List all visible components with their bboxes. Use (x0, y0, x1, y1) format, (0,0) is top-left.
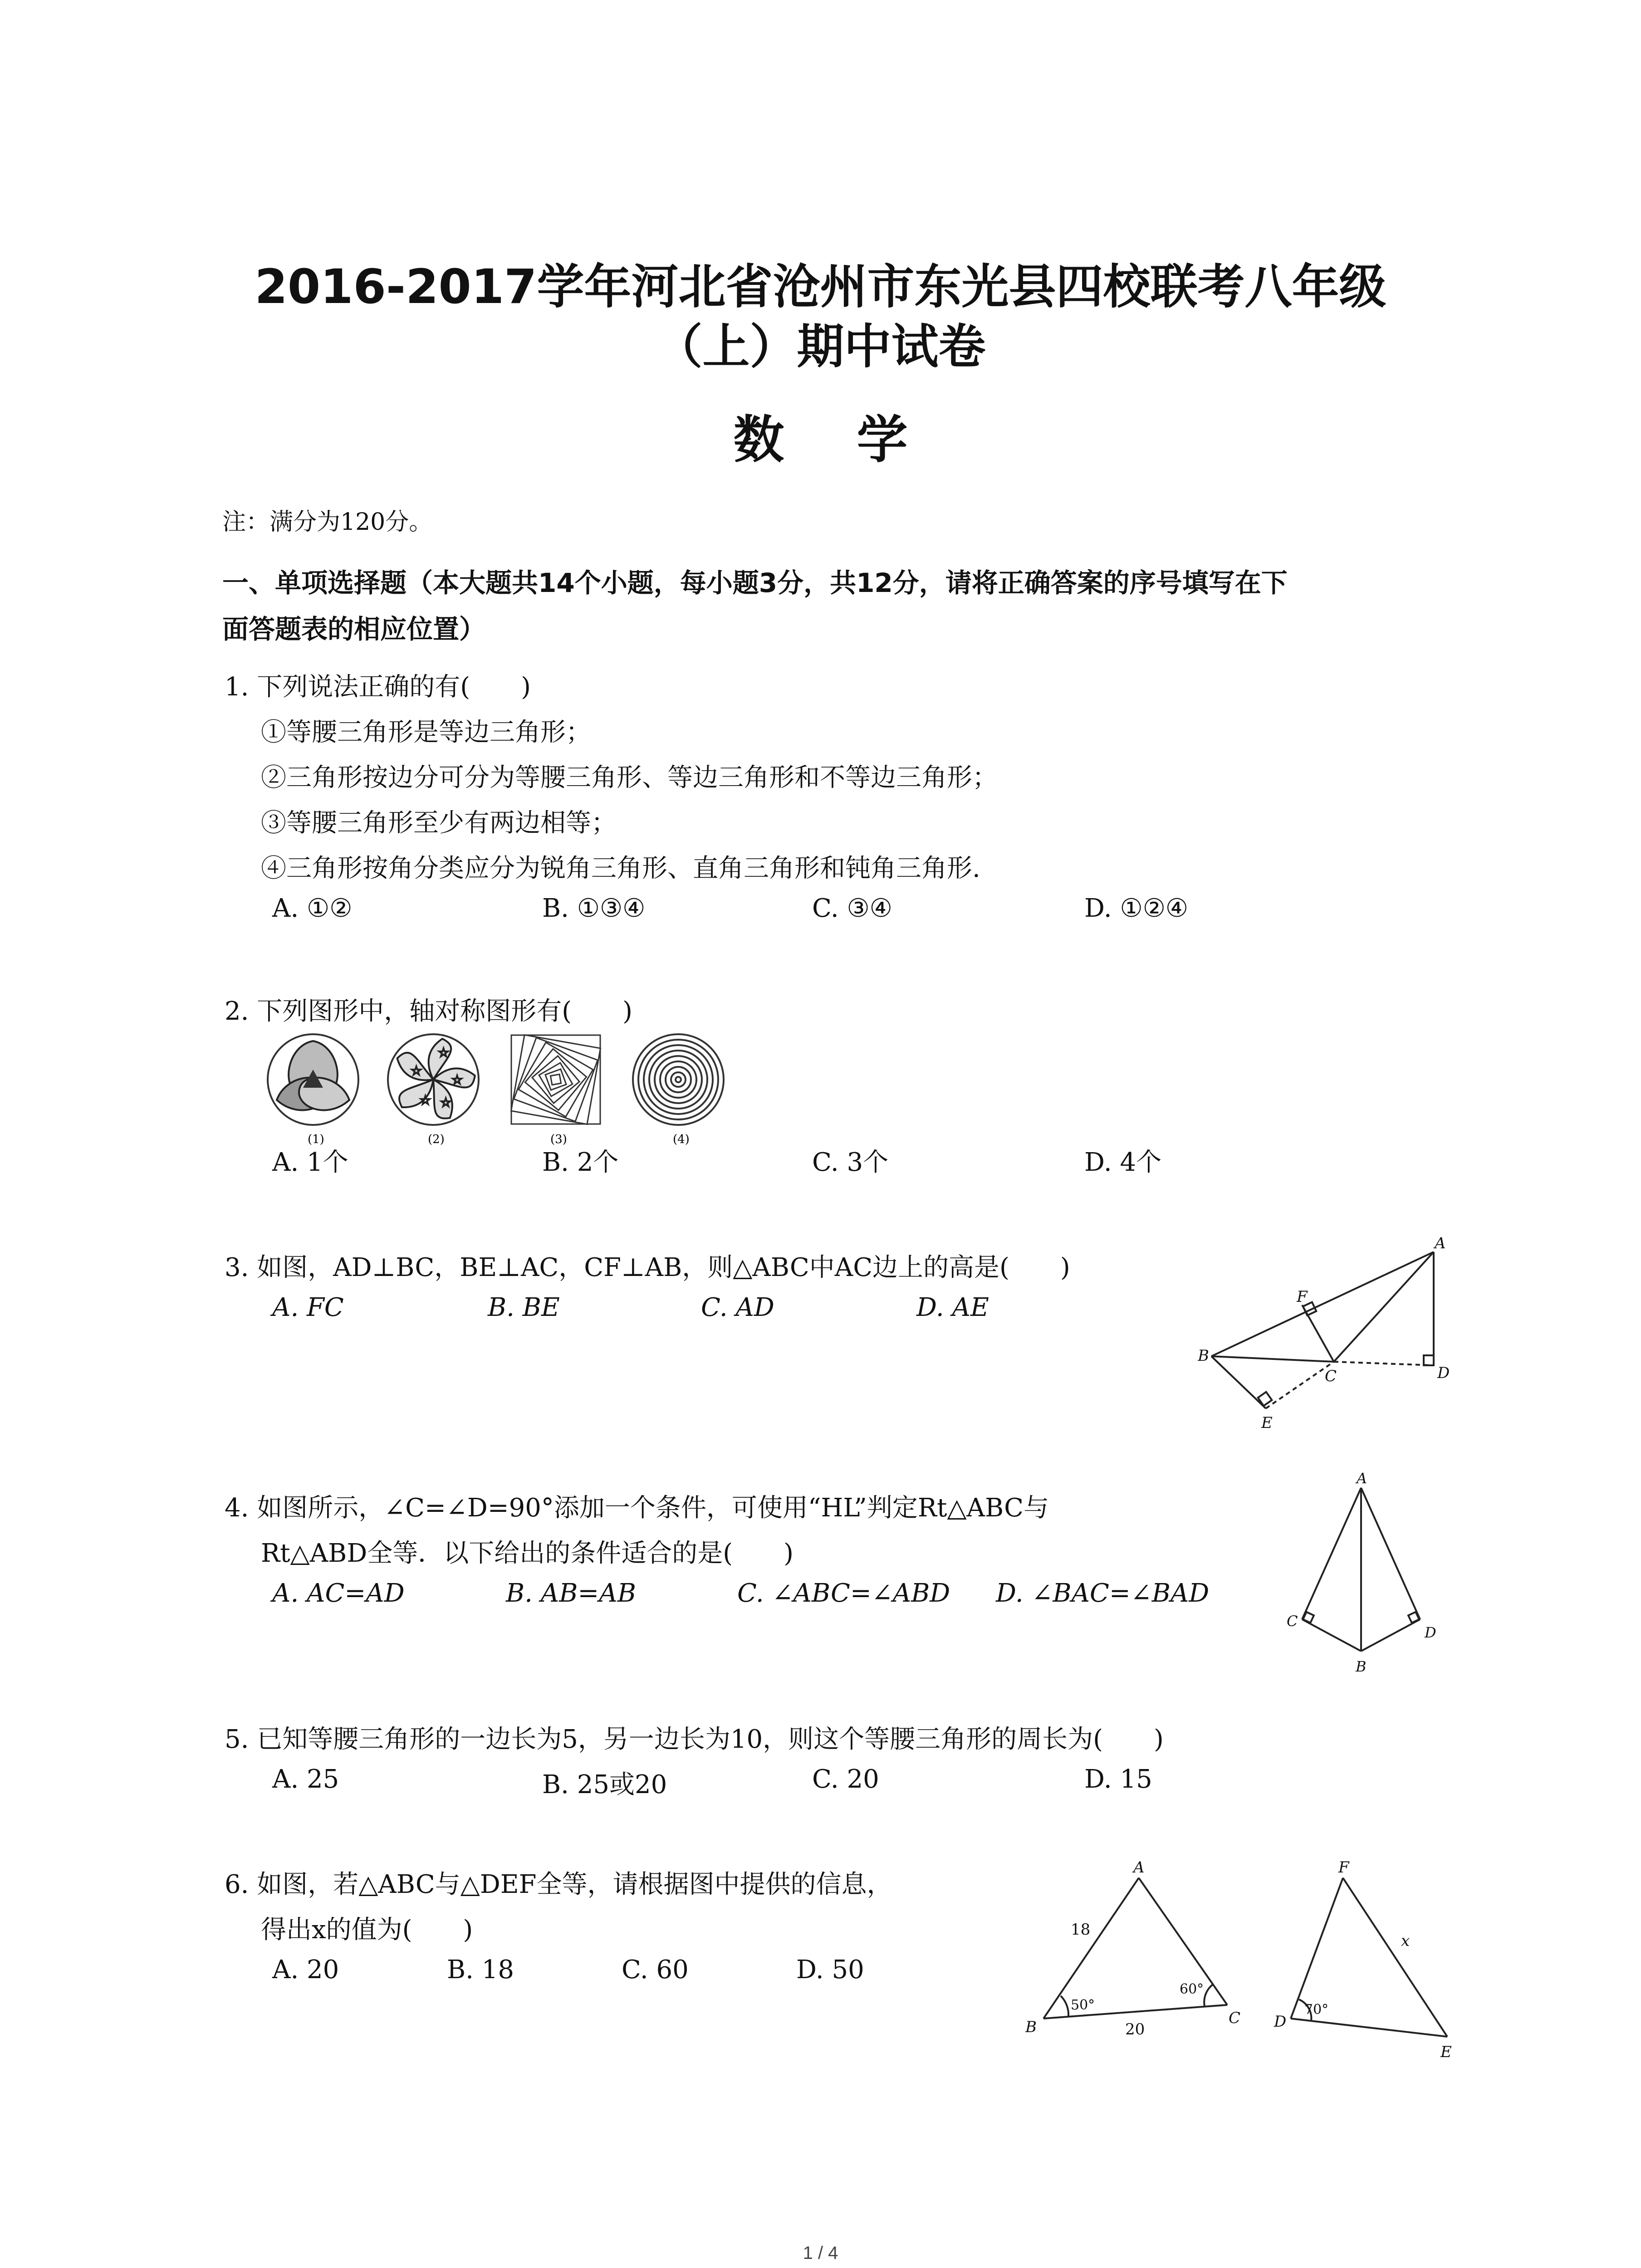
q4-stem-line2: Rt△ABD全等．以下给出的条件适合的是( ) (261, 1539, 794, 1568)
q3-stem: 3. 如图，AD⊥BC，BE⊥AC，CF⊥AB，则△ABC中AC边上的高是( ) (225, 1253, 1070, 1282)
q2-figure-1-trefoil (268, 1034, 358, 1125)
q3-label-b: B (1198, 1347, 1209, 1365)
q1-statement-4: ④三角形按角分类应分为锐角三角形、直角三角形和钝角三角形. (261, 854, 980, 883)
q3-label-e: E (1261, 1414, 1273, 1432)
q4-option-a[interactable]: A. AC=AD (272, 1579, 405, 1608)
q2-stem: 2. 下列图形中，轴对称图形有( ) (225, 997, 632, 1026)
q5-option-a[interactable]: A. 25 (272, 1765, 339, 1794)
q3-label-a: A (1435, 1234, 1446, 1252)
svg-text:☆: ☆ (420, 1093, 431, 1108)
q1-statement-2: ②三角形按边分可分为等腰三角形、等边三角形和不等边三角形； (261, 763, 998, 792)
page-number: 1 / 4 (803, 2243, 838, 2263)
q6-option-d[interactable]: D. 50 (796, 1955, 864, 1984)
q5-option-d[interactable]: D. 15 (1084, 1765, 1152, 1794)
q6-label-a: A (1133, 1858, 1145, 1877)
q3-option-b[interactable]: B. BE (488, 1293, 560, 1322)
q2-fig-label-3: (3) (550, 1133, 567, 1146)
q6-figure (1025, 1855, 1461, 2064)
q2-figures (263, 1030, 740, 1148)
q4-label-a: A (1357, 1470, 1367, 1487)
q6-label-f: F (1338, 1858, 1349, 1877)
q2-fig-label-2: (2) (428, 1133, 445, 1146)
q3-option-a[interactable]: A. FC (272, 1293, 344, 1322)
q2-option-b[interactable]: B. 2个 (542, 1148, 619, 1177)
q2-figure-2-flower (388, 1034, 479, 1125)
q1-option-a[interactable]: A. ①② (272, 894, 353, 923)
q5-option-b[interactable]: B. 25或20 (542, 1770, 667, 1799)
q6-label-d: D (1274, 2013, 1287, 2031)
q2-fig-label-1: (1) (308, 1133, 324, 1146)
q6-label-c: C (1229, 2009, 1241, 2027)
q1-stem: 1. 下列说法正确的有( ) (225, 672, 531, 702)
q6-label-angle-d: 70° (1304, 2002, 1329, 2018)
q6-label-x: x (1401, 1932, 1410, 1950)
q6-label-b: B (1025, 2018, 1037, 2036)
q6-stem-line2: 得出x的值为( ) (261, 1915, 473, 1945)
q4-figure (1270, 1470, 1452, 1683)
q2-option-d[interactable]: D. 4个 (1084, 1148, 1162, 1177)
svg-text:☆: ☆ (411, 1063, 422, 1078)
q1-statement-3: ③等腰三角形至少有两边相等； (261, 808, 617, 838)
svg-text:☆: ☆ (438, 1045, 450, 1060)
q4-stem-line1: 4. 如图所示，∠C=∠D=90°添加一个条件，可使用“HL”判定Rt△ABC与 (225, 1493, 1049, 1523)
q6-option-b[interactable]: B. 18 (447, 1955, 514, 1984)
q1-option-c[interactable]: C. ③④ (812, 894, 892, 923)
q4-option-b[interactable]: B. AB=AB (506, 1579, 636, 1608)
q6-label-angle-c: 60° (1180, 1981, 1204, 1997)
q3-label-f: F (1297, 1288, 1308, 1306)
q4-label-b: B (1356, 1658, 1367, 1675)
q6-label-angle-b: 50° (1071, 1997, 1095, 2013)
q5-stem: 5. 已知等腰三角形的一边长为5，另一边长为10，则这个等腰三角形的周长为( ) (225, 1725, 1164, 1754)
q5-option-c[interactable]: C. 20 (812, 1765, 879, 1794)
svg-text:☆: ☆ (451, 1072, 463, 1087)
q3-label-d: D (1437, 1364, 1450, 1382)
q3-label-c: C (1325, 1367, 1337, 1385)
q1-option-d[interactable]: D. ①②④ (1084, 894, 1189, 923)
q6-option-a[interactable]: A. 20 (272, 1955, 339, 1984)
q6-label-bc: 20 (1125, 2020, 1145, 2038)
q2-figure-3-squares (511, 1035, 601, 1124)
q2-figure-4-circles (633, 1034, 724, 1125)
q4-option-c[interactable]: C. ∠ABC=∠ABD (737, 1579, 950, 1608)
q2-fig-label-4: (4) (673, 1133, 690, 1146)
section-heading-line1: 一、单项选择题（本大题共14个小题，每小题3分，共12分，请将正确答案的序号填写在下 (222, 567, 1288, 598)
q3-figure (1198, 1234, 1452, 1438)
section-heading-line2: 面答题表的相应位置） (222, 614, 486, 645)
q4-label-d: D (1425, 1624, 1436, 1641)
q1-option-b[interactable]: B. ①③④ (542, 894, 646, 923)
subject-heading: 数学 (733, 411, 980, 469)
q4-label-c: C (1287, 1613, 1298, 1630)
q2-option-a[interactable]: A. 1个 (272, 1148, 348, 1177)
q3-option-c[interactable]: C. AD (701, 1293, 774, 1322)
q3-option-d[interactable]: D. AE (916, 1293, 989, 1322)
q6-label-e: E (1440, 2043, 1452, 2061)
svg-text:☆: ☆ (440, 1095, 452, 1110)
q6-stem-line1: 6. 如图，若△ABC与△DEF全等，请根据图中提供的信息， (225, 1870, 892, 1899)
q2-option-c[interactable]: C. 3个 (812, 1148, 889, 1177)
exam-title-line2: （上）期中试卷 (655, 319, 986, 374)
q4-option-d[interactable]: D. ∠BAC=∠BAD (996, 1579, 1210, 1608)
q1-statement-1: ①等腰三角形是等边三角形； (261, 718, 591, 747)
q6-label-ab: 18 (1071, 1921, 1091, 1939)
score-note: 注：满分为120分。 (222, 508, 433, 536)
exam-title-line1: 2016-2017学年河北省沧州市东光县四校联考八年级 (255, 259, 1386, 314)
q6-option-c[interactable]: C. 60 (622, 1955, 689, 1984)
